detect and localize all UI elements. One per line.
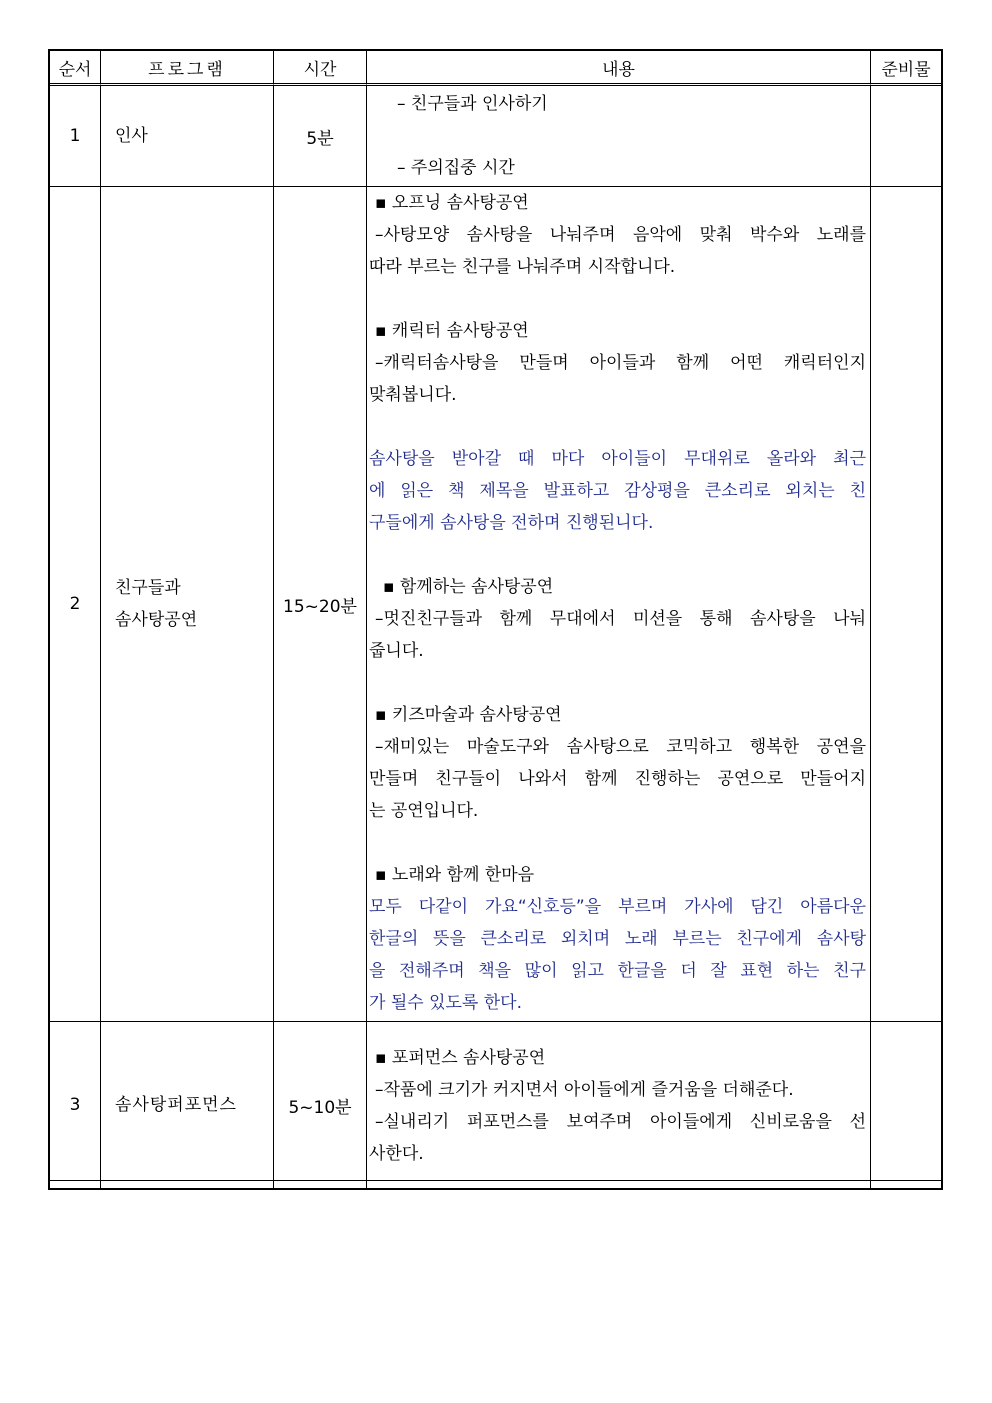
section-title-opening: ▪ 오프닝 솜사탕공연 xyxy=(375,193,529,213)
program-line: 솜사탕공연 xyxy=(115,610,198,630)
content-line: 을 전해주며 책을 많이 읽고 한글을 더 잘 표현 하는 친구 xyxy=(369,961,866,981)
content-line: 는 공연입니다. xyxy=(369,801,479,821)
table-bottom-rule xyxy=(48,1180,943,1181)
section-title-character: ▪ 캐릭터 솜사탕공연 xyxy=(375,321,529,341)
content-line: –실내리기 퍼포먼스를 보여주며 아이들에게 신비로움을 선 xyxy=(375,1112,866,1132)
row-time: 15~20분 xyxy=(274,187,367,1022)
header-materials: 준비물 xyxy=(871,51,941,86)
table-row xyxy=(50,187,941,1022)
row-content xyxy=(367,187,871,1022)
table-row xyxy=(50,1022,941,1188)
content-line: 사한다. xyxy=(369,1144,424,1164)
content-line: –캐릭터솜사탕을 만들며 아이들과 함께 어떤 캐릭터인지 xyxy=(375,353,866,373)
row-program: 솜사탕퍼포먼스 xyxy=(101,1022,274,1188)
section-title-together: ▪ 함께하는 솜사탕공연 xyxy=(383,577,554,597)
content-line: 만들며 친구들이 나와서 함께 진행하는 공연으로 만들어지 xyxy=(369,769,866,789)
content-line: 따라 부르는 친구를 나눠주며 시작합니다. xyxy=(369,257,676,277)
header-time: 시간 xyxy=(274,51,367,86)
content-line: – 친구들과 인사하기 xyxy=(397,94,548,114)
row-program: 인사 xyxy=(101,86,274,187)
content-line: –사탕모양 솜사탕을 나눠주며 음악에 맞춰 박수와 노래를 xyxy=(375,225,866,245)
row-order: 2 xyxy=(50,187,101,1022)
table-row xyxy=(50,86,941,187)
content-line: 한글의 뜻을 큰소리로 외치며 노래 부르는 친구에게 솜사탕 xyxy=(369,929,866,949)
row-materials xyxy=(871,86,941,187)
content-line: –재미있는 마술도구와 솜사탕으로 코믹하고 행복한 공연을 xyxy=(375,737,866,757)
row-content xyxy=(367,1022,871,1188)
content-line: 에 읽은 책 제목을 발표하고 감상평을 큰소리로 외치는 친 xyxy=(369,481,866,501)
row-time: 5분 xyxy=(274,86,367,187)
header-order: 순서 xyxy=(50,51,101,86)
program-line: 친구들과 xyxy=(115,578,181,598)
header-content: 내용 xyxy=(367,51,871,86)
row-order: 1 xyxy=(50,86,101,187)
content-line: 솜사탕을 받아갈 때 마다 아이들이 무대위로 올라와 최근 xyxy=(369,449,866,469)
content-line: 모두 다같이 가요“신호등”을 부르며 가사에 담긴 아름다운 xyxy=(369,897,866,917)
row-materials xyxy=(871,187,941,1022)
row-program xyxy=(101,187,274,1022)
row-time: 5~10분 xyxy=(274,1022,367,1188)
section-title-song: ▪ 노래와 함께 한마음 xyxy=(375,865,535,885)
content-line: –작품에 크기가 커지면서 아이들에게 즐거움을 더해준다. xyxy=(375,1080,794,1100)
content-line: 가 될수 있도록 한다. xyxy=(369,993,522,1013)
content-line: 줍니다. xyxy=(369,641,424,661)
content-line: 구들에게 솜사탕을 전하며 진행된니다. xyxy=(369,513,654,533)
section-title-magic: ▪ 키즈마술과 솜사탕공연 xyxy=(375,705,562,725)
content-line: – 주의집중 시간 xyxy=(397,158,515,178)
row-order: 3 xyxy=(50,1022,101,1188)
table-header-row xyxy=(50,51,941,86)
content-line: –멋진친구들과 함께 무대에서 미션을 통해 솜사탕을 나눠 xyxy=(375,609,866,629)
program-schedule-table xyxy=(48,49,943,1190)
row-content xyxy=(367,86,871,187)
section-title-performance: ▪ 포퍼먼스 솜사탕공연 xyxy=(375,1048,546,1068)
row-materials xyxy=(871,1022,941,1188)
header-program: 프로그램 xyxy=(101,51,274,86)
content-line: 맞춰봅니다. xyxy=(369,385,457,405)
